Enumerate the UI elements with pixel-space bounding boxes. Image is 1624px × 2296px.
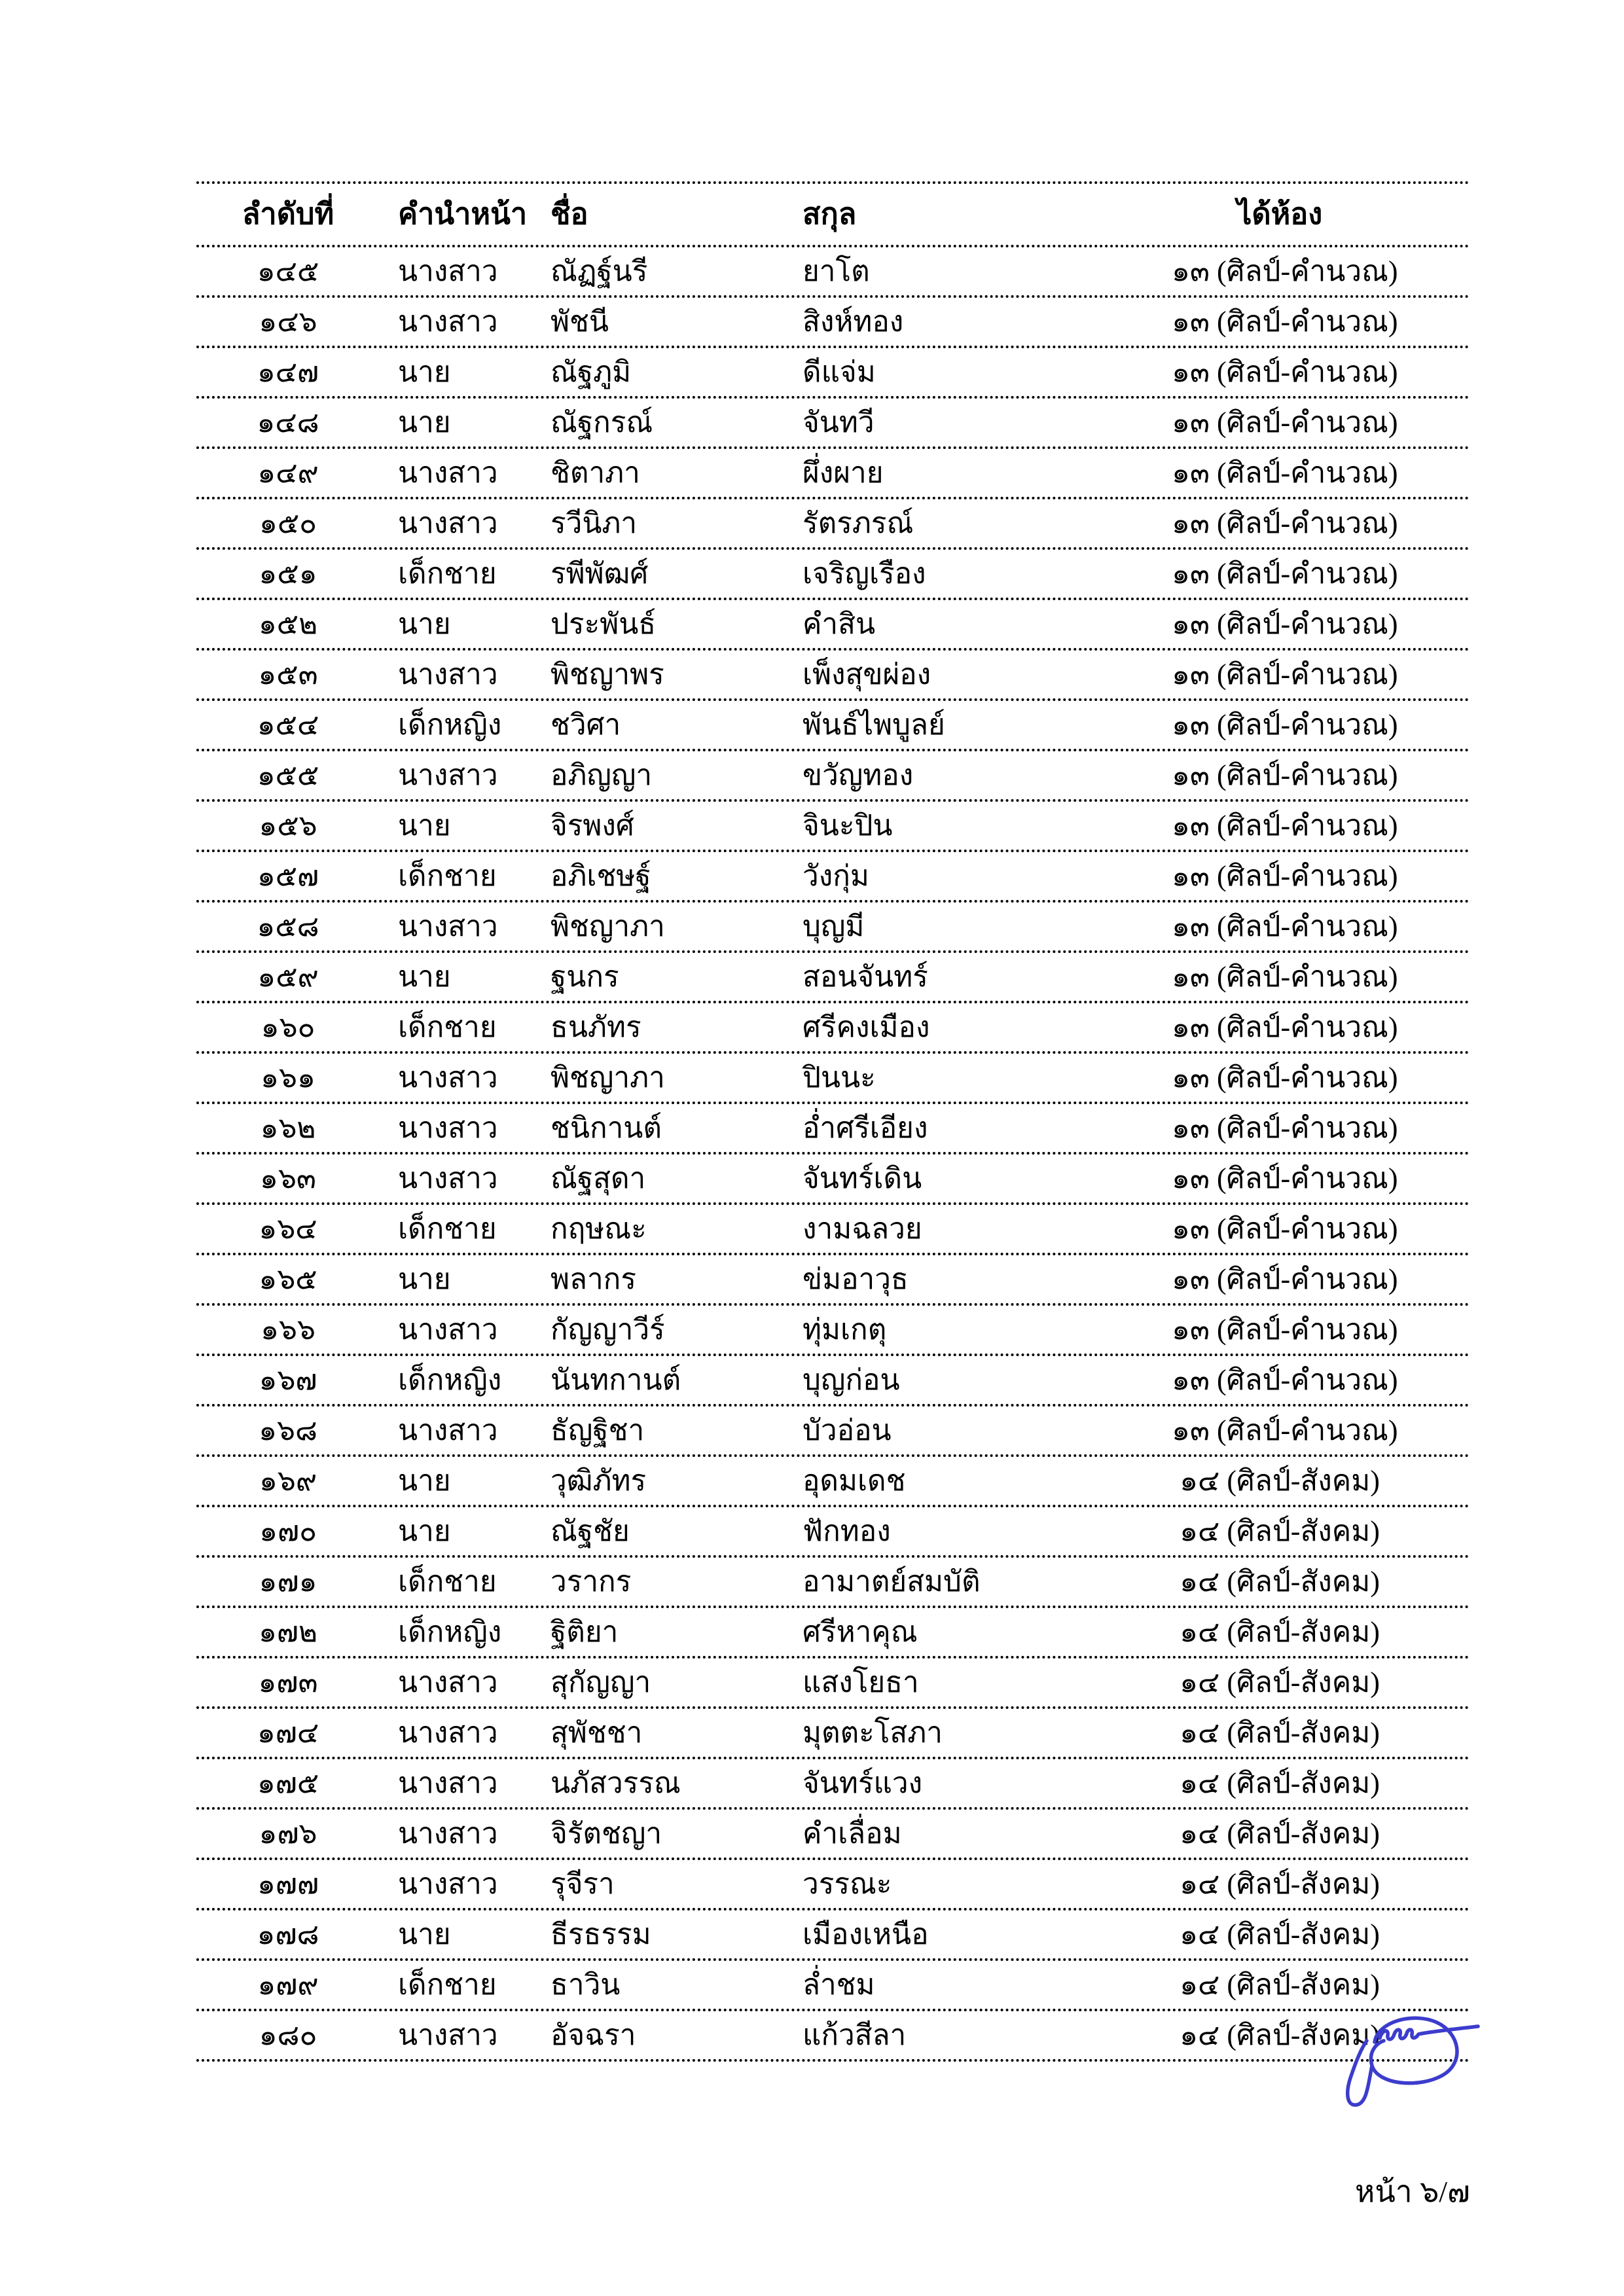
surname-cell: พันธ์ไพบูลย์ (803, 708, 945, 741)
title-cell: นางสาว (398, 759, 498, 791)
table-row (196, 2011, 1470, 2062)
room-cell: ๑๓ (ศิลป์-คำนวณ) (1172, 708, 1398, 741)
surname-cell: จันทวี (803, 406, 875, 439)
order-cell: ๑๕๖ (259, 809, 317, 842)
room-cell: ๑๓ (ศิลป์-คำนวณ) (1172, 809, 1398, 842)
first-name-cell: ธนภัทร (550, 1011, 641, 1043)
first-name-cell: ณัฐสุดา (550, 1162, 646, 1194)
header-first-name: ชื่อ (550, 198, 588, 230)
page-number: หน้า ๖/๗ (1355, 2175, 1470, 2208)
title-cell: นาย (398, 607, 451, 640)
first-name-cell: พิชญาภา (550, 910, 665, 942)
order-cell: ๑๔๙ (257, 456, 319, 489)
first-name-cell: รุจีรา (550, 1867, 615, 1900)
title-cell: เด็กชาย (398, 1212, 497, 1245)
order-cell: ๑๖๖ (261, 1313, 316, 1346)
title-cell: นางสาว (398, 1414, 498, 1446)
first-name-cell: ชวิศา (550, 708, 621, 741)
surname-cell: วังกุ่ม (803, 859, 869, 892)
first-name-cell: พิชญาพร (550, 658, 664, 691)
table-row (196, 701, 1470, 751)
table-row (196, 1155, 1470, 1205)
first-name-cell: ชิตาภา (550, 456, 640, 489)
table-row (196, 1457, 1470, 1507)
table-row (196, 1003, 1470, 1054)
order-cell: ๑๗๔ (257, 1716, 319, 1749)
title-cell: นางสาว (398, 255, 498, 287)
table-row (196, 298, 1470, 348)
first-name-cell: ประพันธ์ (550, 607, 657, 640)
table-row (196, 1205, 1470, 1255)
order-cell: ๑๕๐ (259, 507, 317, 539)
header-surname: สกุล (803, 198, 857, 230)
first-name-cell: นภัสวรรณ (550, 1767, 681, 1799)
surname-cell: ล่ำชม (803, 1968, 875, 2001)
order-cell: ๑๕๒ (258, 607, 318, 640)
order-cell: ๑๔๘ (257, 406, 319, 439)
surname-cell: คำสิน (803, 607, 876, 640)
surname-cell: สอนจันทร์ (803, 960, 928, 993)
table-row (196, 499, 1470, 550)
first-name-cell: ณัฐกรณ์ (550, 406, 653, 439)
room-cell: ๑๓ (ศิลป์-คำนวณ) (1172, 1011, 1398, 1043)
title-cell: นาย (398, 406, 451, 439)
room-cell: ๑๓ (ศิลป์-คำนวณ) (1172, 305, 1398, 338)
surname-cell: เพ็งสุขผ่อง (803, 658, 931, 691)
room-cell: ๑๔ (ศิลป์-สังคม) (1180, 1565, 1380, 1598)
table-body (196, 247, 1470, 2062)
surname-cell: แสงโยธา (803, 1666, 919, 1698)
order-cell: ๑๗๘ (257, 1918, 319, 1950)
surname-cell: อุดมเดช (803, 1464, 906, 1497)
room-cell: ๑๔ (ศิลป์-สังคม) (1180, 1515, 1380, 1547)
surname-cell: บัวอ่อน (803, 1414, 892, 1446)
table-row (196, 550, 1470, 600)
room-cell: ๑๓ (ศิลป์-คำนวณ) (1172, 557, 1398, 590)
surname-cell: ทุ่มเกตุ (803, 1313, 887, 1346)
surname-cell: คำเลื่อม (803, 1817, 902, 1850)
title-cell: นางสาว (398, 1716, 498, 1749)
first-name-cell: ธาวิน (550, 1968, 621, 2001)
table-row (196, 1961, 1470, 2011)
title-cell: เด็กหญิง (398, 1363, 502, 1396)
order-cell: ๑๗๒ (258, 1615, 318, 1648)
table-row (196, 1910, 1470, 1961)
first-name-cell: ฐิติยา (550, 1615, 619, 1648)
surname-cell: สิงห์ทอง (803, 305, 904, 338)
header-title: คำนำหน้า (398, 198, 528, 230)
order-cell: ๑๖๔ (259, 1212, 317, 1245)
room-cell: ๑๔ (ศิลป์-สังคม) (1180, 1666, 1380, 1698)
room-cell: ๑๓ (ศิลป์-คำนวณ) (1172, 507, 1398, 539)
order-cell: ๑๗๓ (258, 1666, 318, 1698)
first-name-cell: วรากร (550, 1565, 632, 1598)
surname-cell: เมืองเหนือ (803, 1918, 929, 1950)
room-cell: ๑๔ (ศิลป์-สังคม) (1180, 1867, 1380, 1900)
table-row (196, 903, 1470, 953)
surname-cell: อ่ำศรีเอียง (803, 1111, 928, 1144)
room-cell: ๑๓ (ศิลป์-คำนวณ) (1172, 607, 1398, 640)
first-name-cell: พลากร (550, 1263, 636, 1295)
order-cell: ๑๖๙ (259, 1464, 317, 1497)
title-cell: เด็กชาย (398, 859, 497, 892)
title-cell: นางสาว (398, 1666, 498, 1698)
first-name-cell: อภิเชษฐ์ (550, 859, 651, 892)
order-cell: ๑๗๗ (257, 1867, 319, 1900)
order-cell: ๑๕๘ (257, 910, 319, 942)
order-cell: ๑๖๒ (260, 1111, 316, 1144)
surname-cell: วรรณะ (803, 1867, 892, 1900)
title-cell: นางสาว (398, 1111, 498, 1144)
order-cell: ๑๖๐ (261, 1011, 316, 1043)
room-cell: ๑๓ (ศิลป์-คำนวณ) (1172, 1313, 1398, 1346)
table-row (196, 449, 1470, 499)
surname-cell: อามาตย์สมบัติ (803, 1565, 981, 1598)
order-cell: ๑๗๐ (259, 1515, 317, 1547)
surname-cell: ขวัญทอง (803, 759, 914, 791)
surname-cell: จินะปิน (803, 809, 893, 842)
surname-cell: บุญมี (803, 910, 865, 942)
title-cell: นาย (398, 1263, 451, 1295)
first-name-cell: ณัฐภูมิ (550, 355, 632, 388)
title-cell: นางสาว (398, 1817, 498, 1850)
title-cell: นางสาว (398, 507, 498, 539)
table-row (196, 348, 1470, 399)
room-cell: ๑๔ (ศิลป์-สังคม) (1180, 1817, 1380, 1850)
room-cell: ๑๓ (ศิลป์-คำนวณ) (1172, 255, 1398, 287)
room-cell: ๑๓ (ศิลป์-คำนวณ) (1172, 859, 1398, 892)
first-name-cell: ณัฐชัย (550, 1515, 630, 1547)
order-cell: ๑๗๙ (257, 1968, 319, 2001)
first-name-cell: วุฒิภัทร (550, 1464, 647, 1497)
table-row (196, 1659, 1470, 1709)
surname-cell: ดีแจ่ม (803, 355, 876, 388)
title-cell: นางสาว (398, 1867, 498, 1900)
first-name-cell: รพีพัฒศ์ (550, 557, 649, 590)
room-cell: ๑๓ (ศิลป์-คำนวณ) (1172, 1111, 1398, 1144)
first-name-cell: จิรัตชญา (550, 1817, 662, 1850)
table-row (196, 1507, 1470, 1558)
surname-cell: ยาโต (803, 255, 870, 287)
table-row (196, 1407, 1470, 1457)
header-room: ได้ห้อง (1236, 198, 1323, 230)
title-cell: นางสาว (398, 305, 498, 338)
first-name-cell: อภิญญา (550, 759, 653, 791)
table-row (196, 751, 1470, 802)
first-name-cell: ฐนกร (550, 960, 619, 993)
table-row (196, 1608, 1470, 1659)
order-cell: ๑๕๔ (257, 708, 319, 741)
table-row (196, 953, 1470, 1003)
surname-cell: มุตตะโสภา (803, 1716, 943, 1749)
order-cell: ๑๔๕ (257, 255, 319, 287)
room-cell: ๑๓ (ศิลป์-คำนวณ) (1172, 1414, 1398, 1446)
room-cell: ๑๓ (ศิลป์-คำนวณ) (1172, 759, 1398, 791)
table-header-row (196, 184, 1470, 247)
title-cell: นางสาว (398, 658, 498, 691)
surname-cell: งามฉลวย (803, 1212, 922, 1245)
surname-cell: ศรีคงเมือง (803, 1011, 930, 1043)
title-cell: เด็กชาย (398, 1968, 497, 2001)
room-cell: ๑๔ (ศิลป์-สังคม) (1180, 1615, 1380, 1648)
room-cell: ๑๓ (ศิลป์-คำนวณ) (1172, 1263, 1398, 1295)
first-name-cell: สุพัชชา (550, 1716, 643, 1749)
table-row (196, 1306, 1470, 1356)
order-cell: ๑๕๙ (257, 960, 319, 993)
table-row (196, 247, 1470, 298)
first-name-cell: พิชญาภา (550, 1061, 665, 1094)
room-cell: ๑๓ (ศิลป์-คำนวณ) (1172, 1162, 1398, 1194)
room-cell: ๑๔ (ศิลป์-สังคม) (1180, 1464, 1380, 1497)
room-cell: ๑๔ (ศิลป์-สังคม) (1180, 2018, 1380, 2051)
title-cell: นาย (398, 960, 451, 993)
order-cell: ๑๖๘ (259, 1414, 317, 1446)
title-cell: นางสาว (398, 1162, 498, 1194)
order-cell: ๑๖๕ (259, 1263, 317, 1295)
first-name-cell: สุกัญญา (550, 1666, 651, 1698)
order-cell: ๑๗๖ (259, 1817, 317, 1850)
table-row (196, 852, 1470, 903)
title-cell: นาย (398, 809, 451, 842)
first-name-cell: ธัญฐิชา (550, 1414, 645, 1446)
order-cell: ๑๔๗ (257, 355, 319, 388)
table-row (196, 1054, 1470, 1104)
table-row (196, 1810, 1470, 1860)
room-cell: ๑๓ (ศิลป์-คำนวณ) (1172, 355, 1398, 388)
title-cell: เด็กชาย (398, 557, 497, 590)
surname-cell: ศรีหาคุณ (803, 1615, 918, 1648)
table-row (196, 1558, 1470, 1608)
surname-cell: ฟักทอง (803, 1515, 891, 1547)
order-cell: ๑๗๕ (257, 1767, 319, 1799)
order-cell: ๑๗๑ (259, 1565, 317, 1598)
table-row (196, 802, 1470, 852)
surname-cell: บุญก่อน (803, 1363, 900, 1396)
header-order: ลำดับที่ (242, 198, 334, 230)
title-cell: เด็กชาย (398, 1565, 497, 1598)
room-cell: ๑๓ (ศิลป์-คำนวณ) (1172, 910, 1398, 942)
title-cell: นาย (398, 1515, 451, 1547)
order-cell: ๑๕๑ (259, 557, 317, 590)
order-cell: ๑๘๐ (259, 2018, 317, 2051)
table-row (196, 1709, 1470, 1759)
title-cell: นางสาว (398, 1767, 498, 1799)
table-row (196, 600, 1470, 651)
first-name-cell: กัญญาวีร์ (550, 1313, 665, 1346)
surname-cell: ผึ่งผาย (803, 456, 884, 489)
table-row (196, 1356, 1470, 1407)
order-cell: ๑๕๕ (257, 759, 319, 791)
first-name-cell: กฤษณะ (550, 1212, 647, 1245)
student-table (196, 181, 1470, 2062)
surname-cell: ข่มอาวุธ (803, 1263, 909, 1295)
order-cell: ๑๖๗ (259, 1363, 317, 1396)
table-row (196, 651, 1470, 701)
first-name-cell: อัจฉรา (550, 2018, 636, 2051)
title-cell: นางสาว (398, 2018, 498, 2051)
title-cell: เด็กหญิง (398, 1615, 502, 1648)
surname-cell: แก้วสีลา (803, 2018, 907, 2051)
surname-cell: ปินนะ (803, 1061, 876, 1094)
room-cell: ๑๔ (ศิลป์-สังคม) (1180, 1767, 1380, 1799)
order-cell: ๑๔๖ (259, 305, 317, 338)
first-name-cell: ณัฏฐ์นรี (550, 255, 648, 287)
room-cell: ๑๓ (ศิลป์-คำนวณ) (1172, 960, 1398, 993)
first-name-cell: พัชนี (550, 305, 609, 338)
first-name-cell: ธีรธรรม (550, 1918, 651, 1950)
surname-cell: รัตรภรณ์ (803, 507, 914, 539)
title-cell: นางสาว (398, 1061, 498, 1094)
title-cell: นางสาว (398, 1313, 498, 1346)
room-cell: ๑๔ (ศิลป์-สังคม) (1180, 1716, 1380, 1749)
table-row (196, 1759, 1470, 1810)
room-cell: ๑๓ (ศิลป์-คำนวณ) (1172, 1212, 1398, 1245)
surname-cell: เจริญเรือง (803, 557, 926, 590)
first-name-cell: รวีนิภา (550, 507, 638, 539)
title-cell: นาย (398, 355, 451, 388)
first-name-cell: จิรพงศ์ (550, 809, 634, 842)
title-cell: นาย (398, 1464, 451, 1497)
table-row (196, 1104, 1470, 1155)
room-cell: ๑๔ (ศิลป์-สังคม) (1180, 1918, 1380, 1950)
surname-cell: จันทร์แวง (803, 1767, 923, 1799)
table-row (196, 1255, 1470, 1306)
title-cell: เด็กชาย (398, 1011, 497, 1043)
first-name-cell: นันทกานต์ (550, 1363, 681, 1396)
title-cell: เด็กหญิง (398, 708, 502, 741)
first-name-cell: ชนิกานต์ (550, 1111, 662, 1144)
table-row (196, 399, 1470, 449)
room-cell: ๑๓ (ศิลป์-คำนวณ) (1172, 658, 1398, 691)
title-cell: นางสาว (398, 456, 498, 489)
room-cell: ๑๓ (ศิลป์-คำนวณ) (1172, 456, 1398, 489)
order-cell: ๑๖๓ (260, 1162, 316, 1194)
room-cell: ๑๓ (ศิลป์-คำนวณ) (1172, 406, 1398, 439)
surname-cell: จันทร์เดิน (803, 1162, 922, 1194)
title-cell: นางสาว (398, 910, 498, 942)
table-row (196, 1860, 1470, 1910)
room-cell: ๑๓ (ศิลป์-คำนวณ) (1172, 1363, 1398, 1396)
title-cell: นาย (398, 1918, 451, 1950)
order-cell: ๑๕๗ (257, 859, 319, 892)
order-cell: ๑๕๓ (258, 658, 318, 691)
room-cell: ๑๓ (ศิลป์-คำนวณ) (1172, 1061, 1398, 1094)
order-cell: ๑๖๑ (261, 1061, 316, 1094)
room-cell: ๑๔ (ศิลป์-สังคม) (1180, 1968, 1380, 2001)
